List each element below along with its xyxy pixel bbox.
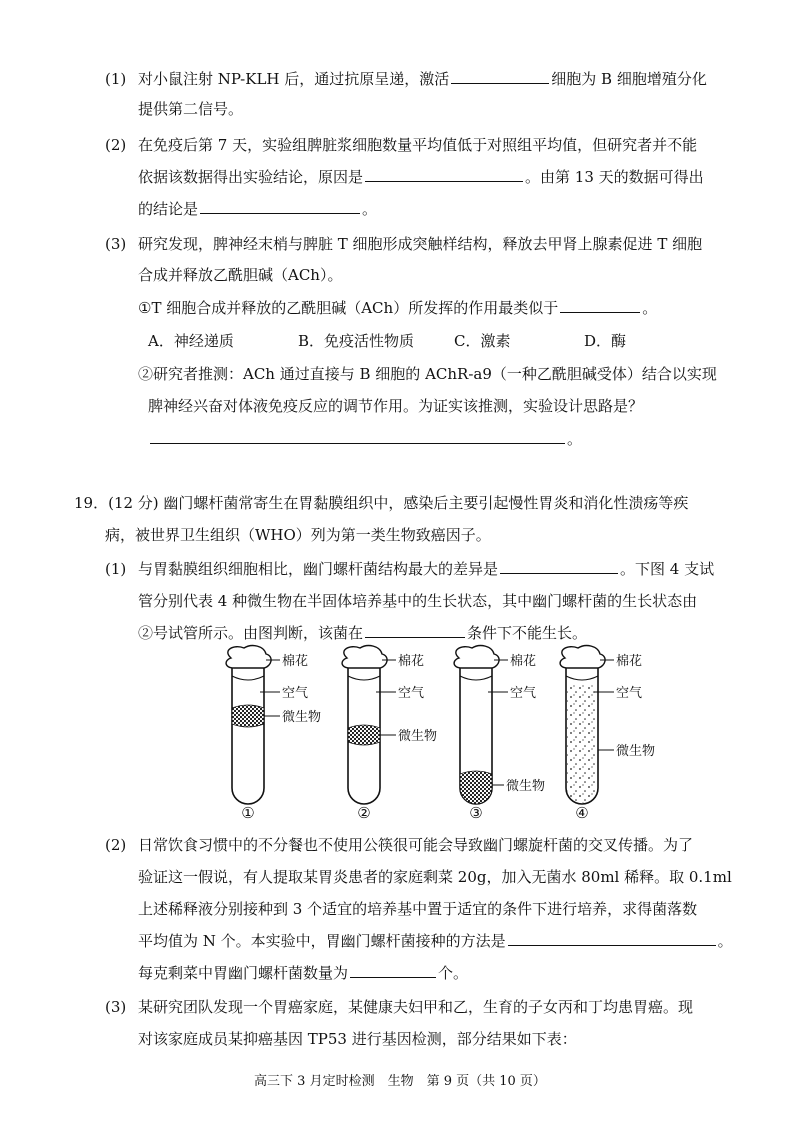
q18-p3-number: (3) <box>105 235 127 253</box>
q18-p3-sub2-answer: 。 <box>148 428 582 450</box>
q18-p2-line1: 在免疫后第 7 天，实验组脾脏浆细胞数量平均值低于对照组平均值，但研究者并不能 <box>138 136 698 154</box>
q18-p2-line2: 依据该数据得出实验结论，原因是 。由第 13 天的数据可得出 <box>138 168 704 186</box>
tube-number-1: ① <box>241 804 255 820</box>
microbe-growth-band <box>348 725 380 745</box>
q18-p3-sub2-line2: 脾神经兴奋对体液免疫反应的调节作用。为证实该推测，实验设计思路是？ <box>148 397 644 415</box>
answer-blank[interactable] <box>500 559 618 574</box>
q18-p2-line3: 的结论是 。 <box>138 200 378 218</box>
label-air: 空气 <box>282 686 309 701</box>
label-air: 空气 <box>398 686 425 701</box>
label-cotton: 棉花 <box>398 654 425 669</box>
answer-blank[interactable] <box>508 931 716 946</box>
label-air: 空气 <box>510 686 537 701</box>
q19-p2-line1: 日常饮食习惯中的不分餐也不使用公筷很可能会导致幽门螺旋杆菌的交叉传播。为了 <box>138 836 694 854</box>
test-tube-1 <box>226 646 271 804</box>
tube-number-2: ② <box>357 804 371 820</box>
test-tube-3 <box>454 646 499 804</box>
label-microbe: 微生物 <box>616 744 656 759</box>
q19-p2-line4: 平均值为 N 个。本实验中，胃幽门螺杆菌接种的方法是 。 <box>138 932 733 950</box>
q18-p3-sub1: ①T 细胞合成并释放的乙酰胆碱（ACh）所发挥的作用最类似于 。 <box>138 299 658 317</box>
answer-blank[interactable] <box>365 623 465 638</box>
label-microbe: 微生物 <box>506 779 546 794</box>
label-cotton: 棉花 <box>510 654 537 669</box>
microbe-growth-band <box>232 705 264 727</box>
q18-p1-line2: 提供第二信号。 <box>138 100 244 118</box>
answer-blank[interactable] <box>200 199 360 214</box>
q18-p3-line2: 合成并释放乙酰胆碱（ACh）。 <box>138 266 343 284</box>
label-microbe: 微生物 <box>398 729 438 744</box>
label-air: 空气 <box>616 686 643 701</box>
cotton-plug <box>560 646 605 668</box>
q18-p1-line1: 对小鼠注射 NP-KLH 后，通过抗原呈递，激活 细胞为 B 细胞增殖分化 <box>138 70 707 88</box>
q19-p2-line5: 每克剩菜中胃幽门螺杆菌数量为 个。 <box>138 964 469 982</box>
label-microbe: 微生物 <box>282 710 322 725</box>
q19-heading-line1: 19．(12 分) 幽门螺杆菌常寄生在胃黏膜组织中，感染后主要引起慢性胃炎和消化性溃疡等疾 <box>74 494 689 512</box>
page-footer: 高三下 3 月定时检测 生物 第 9 页（共 10 页） <box>254 1074 546 1089</box>
label-cotton: 棉花 <box>616 654 643 669</box>
q19-heading-line2: 病，被世界卫生组织（WHO）列为第一类生物致癌因子。 <box>105 526 491 544</box>
microbe-growth-band <box>460 771 492 804</box>
q18-p1-number: (1) <box>105 70 127 88</box>
cotton-plug <box>454 646 499 668</box>
answer-blank[interactable] <box>451 69 549 84</box>
answer-blank[interactable] <box>560 298 640 313</box>
option-c: C．激素 <box>454 332 511 350</box>
q19-p2-line2: 验证这一假说，有人提取某胃炎患者的家庭剩菜 20g，加入无菌水 80ml 稀释。取 0.1ml <box>138 868 732 886</box>
test-tube-figure <box>200 640 670 820</box>
test-tube-4 <box>560 646 605 804</box>
tube-number-4: ④ <box>575 804 589 820</box>
option-b: B．免疫活性物质 <box>298 332 415 350</box>
q19-p1-number: (1) <box>105 560 127 578</box>
label-cotton: 棉花 <box>282 654 309 669</box>
q19-p3-number: (3) <box>105 998 127 1016</box>
answer-blank[interactable] <box>365 167 523 182</box>
q18-p3-line1: 研究发现，脾神经末梢与脾脏 T 细胞形成突触样结构，释放去甲肾上腺素促进 T 细胞 <box>138 235 703 253</box>
option-a: A．神经递质 <box>148 332 234 350</box>
microbe-growth-band <box>567 684 597 803</box>
option-d: D．酶 <box>584 332 627 350</box>
q19-p3-line2: 对该家庭成员某抑癌基因 TP53 进行基因检测，部分结果如下表： <box>138 1030 577 1048</box>
cotton-plug <box>226 646 271 668</box>
cotton-plug <box>342 646 387 668</box>
q19-p2-number: (2) <box>105 836 127 854</box>
q19-p1-line3: ②号试管所示。由图判断，该菌在 条件下不能生长。 <box>138 624 588 642</box>
test-tube-2 <box>342 646 387 804</box>
q19-p3-line1: 某研究团队发现一个胃癌家庭，某健康夫妇甲和乙，生育的子女丙和丁均患胃癌。现 <box>138 998 694 1016</box>
answer-blank[interactable] <box>350 963 436 978</box>
tube-number-3: ③ <box>469 804 483 820</box>
q19-p2-line3: 上述稀释液分别接种到 3 个适宜的培养基中置于适宜的条件下进行培养，求得菌落数 <box>138 900 698 918</box>
q19-p1-line2: 管分别代表 4 种微生物在半固体培养基中的生长状态，其中幽门螺杆菌的生长状态由 <box>138 592 698 610</box>
answer-blank[interactable] <box>150 429 565 444</box>
q18-p3-sub2-line1: ②研究者推测：ACh 通过直接与 B 细胞的 AChR-a9（一种乙酰胆碱受体）结合以实现 <box>138 365 717 383</box>
q18-p2-number: (2) <box>105 136 127 154</box>
q19-p1-line1: 与胃黏膜组织细胞相比，幽门螺杆菌结构最大的差异是 。下图 4 支试 <box>138 560 715 578</box>
